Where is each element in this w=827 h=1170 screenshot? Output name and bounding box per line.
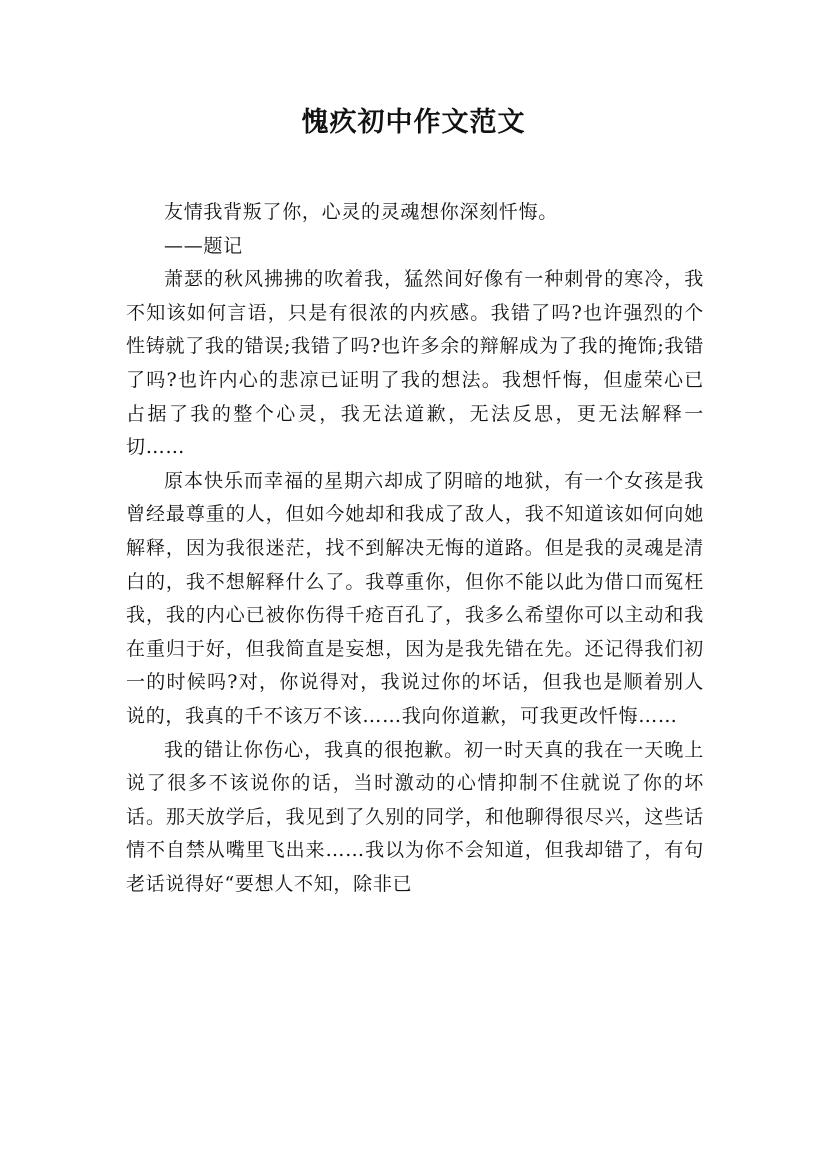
body-paragraph-2: 原本快乐而幸福的星期六却成了阴暗的地狱，有一个女孩是我曾经最尊重的人，但如今她却和我成了敌人，我不知道该如何向她解释，因为我很迷茫，找不到解决无悔的道路。但是我的灵魂是清白的，我不想解释什么了。我尊重你，但你不能以此为借口而冤枉我，我的内心已被你伤得千疮百孔了，我多么希望你可以主动和我在重归于好，但我简直是妄想，因为是我先错在先。还记得我们初一的时候吗?对，你说得对，我说过你的坏话，但我也是顺着别人说的，我真的千不该万不该……我向你道歉，可我更改忏悔…… (126, 469, 704, 727)
document-body (126, 196, 704, 901)
body-paragraph-1: 萧瑟的秋风拂拂的吹着我，猛然间好像有一种刺骨的寒冷，我不知该如何言语，只是有很浓的内疚感。我错了吗?也许强烈的个性铸就了我的错误;我错了吗?也许多余的辩解成为了我的掩饰;我错了吗?也许内心的悲凉已证明了我的想法。我想忏悔，但虚荣心已占据了我的整个心灵，我无法道歉，无法反思，更无法解释一切…… (126, 268, 704, 459)
body-paragraph-3: 我的错让你伤心，我真的很抱歉。初一时天真的我在一天晚上说了很多不该说你的话，当时激动的心情抑制不住就说了你的坏话。那天放学后，我见到了久别的同学，和他聊得很尽兴，这些话情不自禁从嘴里飞出来……我以为你不会知道，但我却错了，有句老话说得好“要想人不知，除非已 (126, 738, 704, 895)
document-title: 愧疚初中作文范文 (301, 107, 526, 138)
epigraph-attribution: ——题记 (164, 234, 243, 257)
epigraph-line: 友情我背叛了你，心灵的灵魂想你深刻忏悔。 (164, 201, 559, 223)
